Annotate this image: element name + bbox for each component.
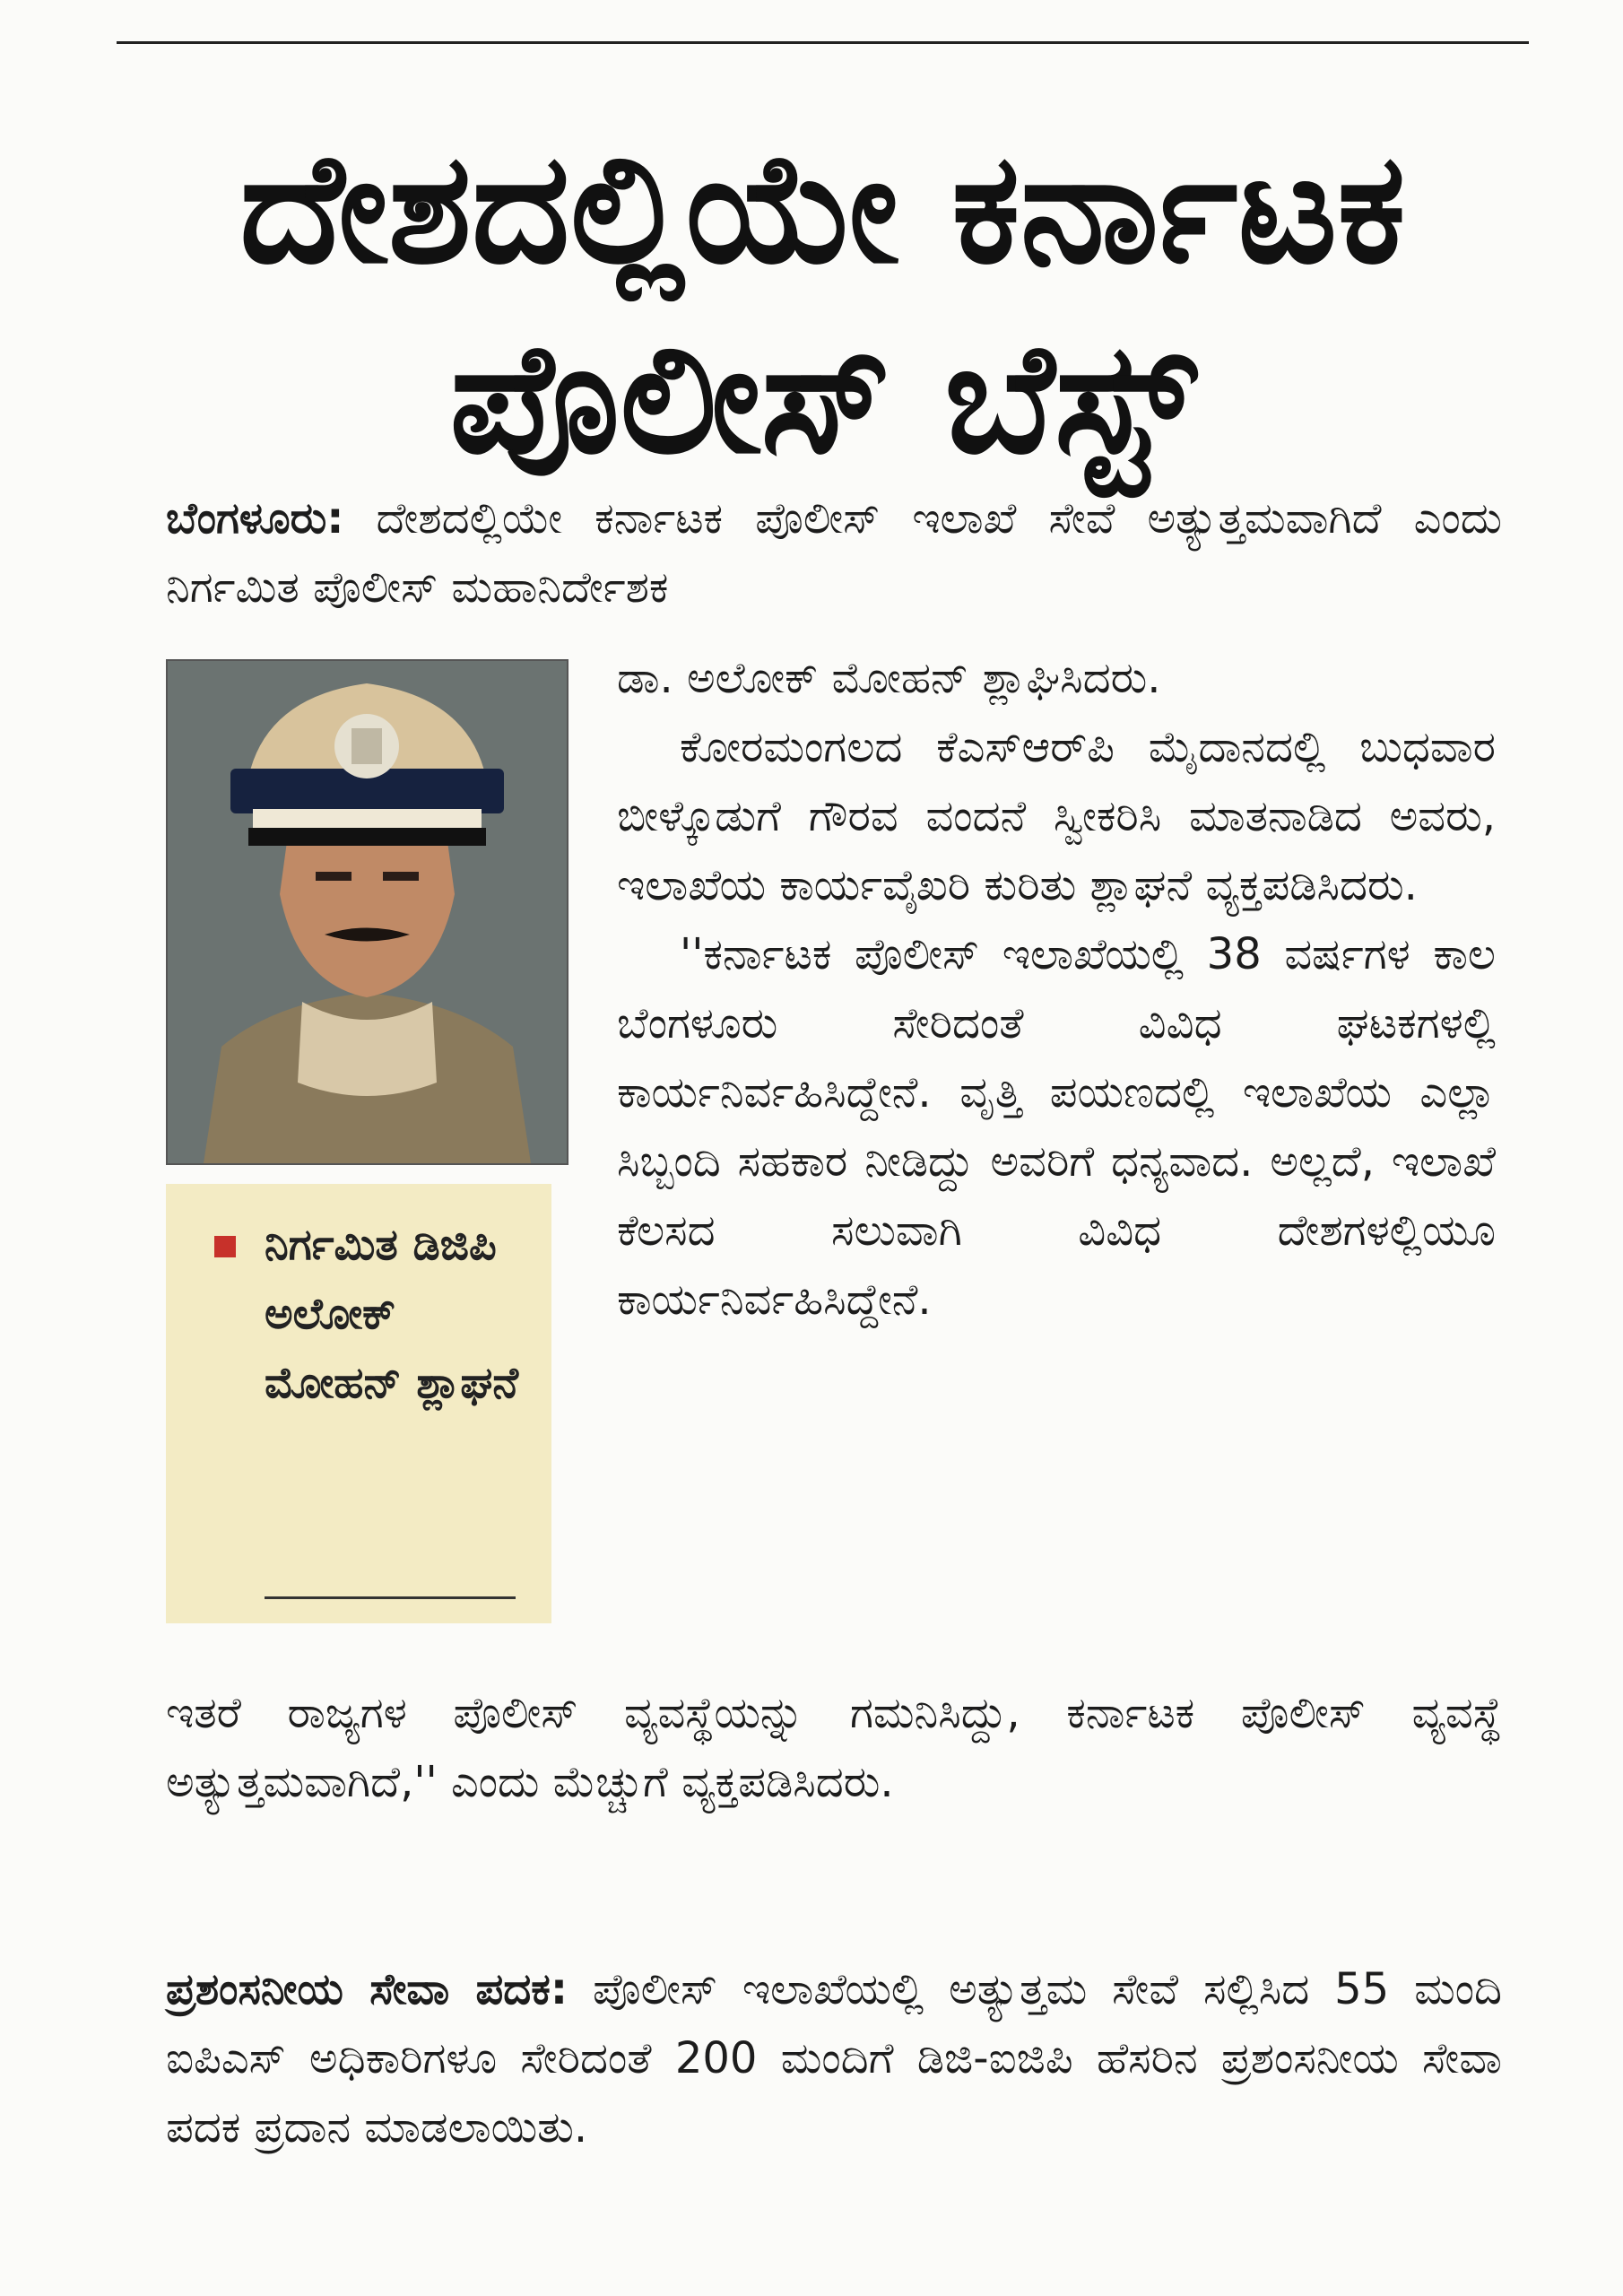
pull-quote-text: ನಿರ್ಗಮಿತ ಡಿಜಿಪಿ ಅಲೋಕ್ ಮೋಹನ್ ಶ್ಲಾಘನೆ	[265, 1220, 519, 1408]
pull-quote-rule	[265, 1596, 516, 1599]
column-paragraph-1: ಡಾ. ಅಲೋಕ್ ಮೋಹನ್ ಶ್ಲಾಘಿಸಿದರು.	[617, 653, 1161, 703]
pull-quote-box	[166, 1184, 551, 1623]
dateline: ಬೆಂಗಳೂರು:	[166, 493, 344, 544]
officer-photo	[166, 659, 568, 1165]
top-rule	[117, 41, 1529, 44]
medal-paragraph	[166, 1955, 1502, 2162]
bullet-icon	[214, 1236, 236, 1257]
headline-line-2: ಪೊಲೀಸ್ ಬೆಸ್ಟ್	[449, 310, 1196, 488]
lead-paragraph	[166, 484, 1502, 622]
headline-line-1: ದೇಶದಲ್ಲಿಯೇ ಕರ್ನಾಟಕ	[239, 120, 1406, 298]
full-width-paragraph: ಇತರೆ ರಾಜ್ಯಗಳ ಪೊಲೀಸ್ ವ್ಯವಸ್ಥೆಯನ್ನು ಗಮನಿಸಿದ್ದು, ಕರ್ನಾಟಕ ಪೊಲೀಸ್ ವ್ಯವಸ್ಥೆ ಅತ್ಯುತ್ತಮವಾಗಿದೆ,'' ಎಂದು ಮೆಚ್ಚುಗೆ ವ್ಯಕ್ತಪಡಿಸಿದರು.	[166, 1688, 1502, 1807]
column-paragraph-2: ಕೋರಮಂಗಲದ ಕೆಎಸ್ಆರ್‌ಪಿ ಮೈದಾನದಲ್ಲಿ ಬುಧವಾರ ಬೀಳ್ಕೊಡುಗೆ ಗೌರವ ವಂದನೆ ಸ್ವೀಕರಿಸಿ ಮಾತನಾಡಿದ ಅವರು, ಇಲಾಖೆಯ ಕಾರ್ಯವೈಖರಿ ಕುರಿತು ಶ್ಲಾಘನೆ ವ್ಯಕ್ತಪಡಿಸಿದರು.	[617, 722, 1496, 910]
lead-text: ದೇಶದಲ್ಲಿಯೇ ಕರ್ನಾಟಕ ಪೊಲೀಸ್ ಇಲಾಖೆ ಸೇವೆ ಅತ್ಯುತ್ತಮವಾಗಿದೆ ಎಂದು ನಿರ್ಗಮಿತ ಪೊಲೀಸ್ ಮಹಾನಿರ್ದೇಶಕ	[166, 493, 1502, 613]
medal-subhead: ಪ್ರಶಂಸನೀಯ ಸೇವಾ ಪದಕ:	[166, 1964, 568, 2014]
column-paragraph-3: ''ಕರ್ನಾಟಕ ಪೊಲೀಸ್ ಇಲಾಖೆಯಲ್ಲಿ 38 ವರ್ಷಗಳ ಕಾಲ ಬೆಂಗಳೂರು ಸೇರಿದಂತೆ ವಿವಿಧ ಘಟಕಗಳಲ್ಲಿ ಕಾರ್ಯನಿರ್ವಹಿಸಿದ್ದೇನೆ. ವೃತ್ತಿ ಪಯಣದಲ್ಲಿ ಇಲಾಖೆಯ ಎಲ್ಲಾ ಸಿಬ್ಬಂದಿ ಸಹಕಾರ ನೀಡಿದ್ದು ಅವರಿಗೆ ಧನ್ಯವಾದ. ಅಲ್ಲದೆ, ಇಲಾಖೆ ಕೆಲಸದ ಸಲುವಾಗಿ ವಿವಿಧ ದೇಶಗಳಲ್ಲಿಯೂ ಕಾರ್ಯನಿರ್ವಹಿಸಿದ್ದೇನೆ.	[617, 929, 1496, 1325]
article-column	[617, 644, 1496, 1335]
medal-text: ಪೊಲೀಸ್ ಇಲಾಖೆಯಲ್ಲಿ ಅತ್ಯುತ್ತಮ ಸೇವೆ ಸಲ್ಲಿಸಿದ 55 ಮಂದಿ ಐಪಿಎಸ್ ಅಧಿಕಾರಿಗಳೂ ಸೇರಿದಂತೆ 200 ಮಂದಿಗೆ ಡಿಜಿ-ಐಜಿಪಿ ಹೆಸರಿನ ಪ್ರಶಂಸನೀಯ ಸೇವಾ ಪದಕ ಪ್ರದಾನ ಮಾಡಲಾಯಿತು.	[166, 1964, 1502, 2152]
